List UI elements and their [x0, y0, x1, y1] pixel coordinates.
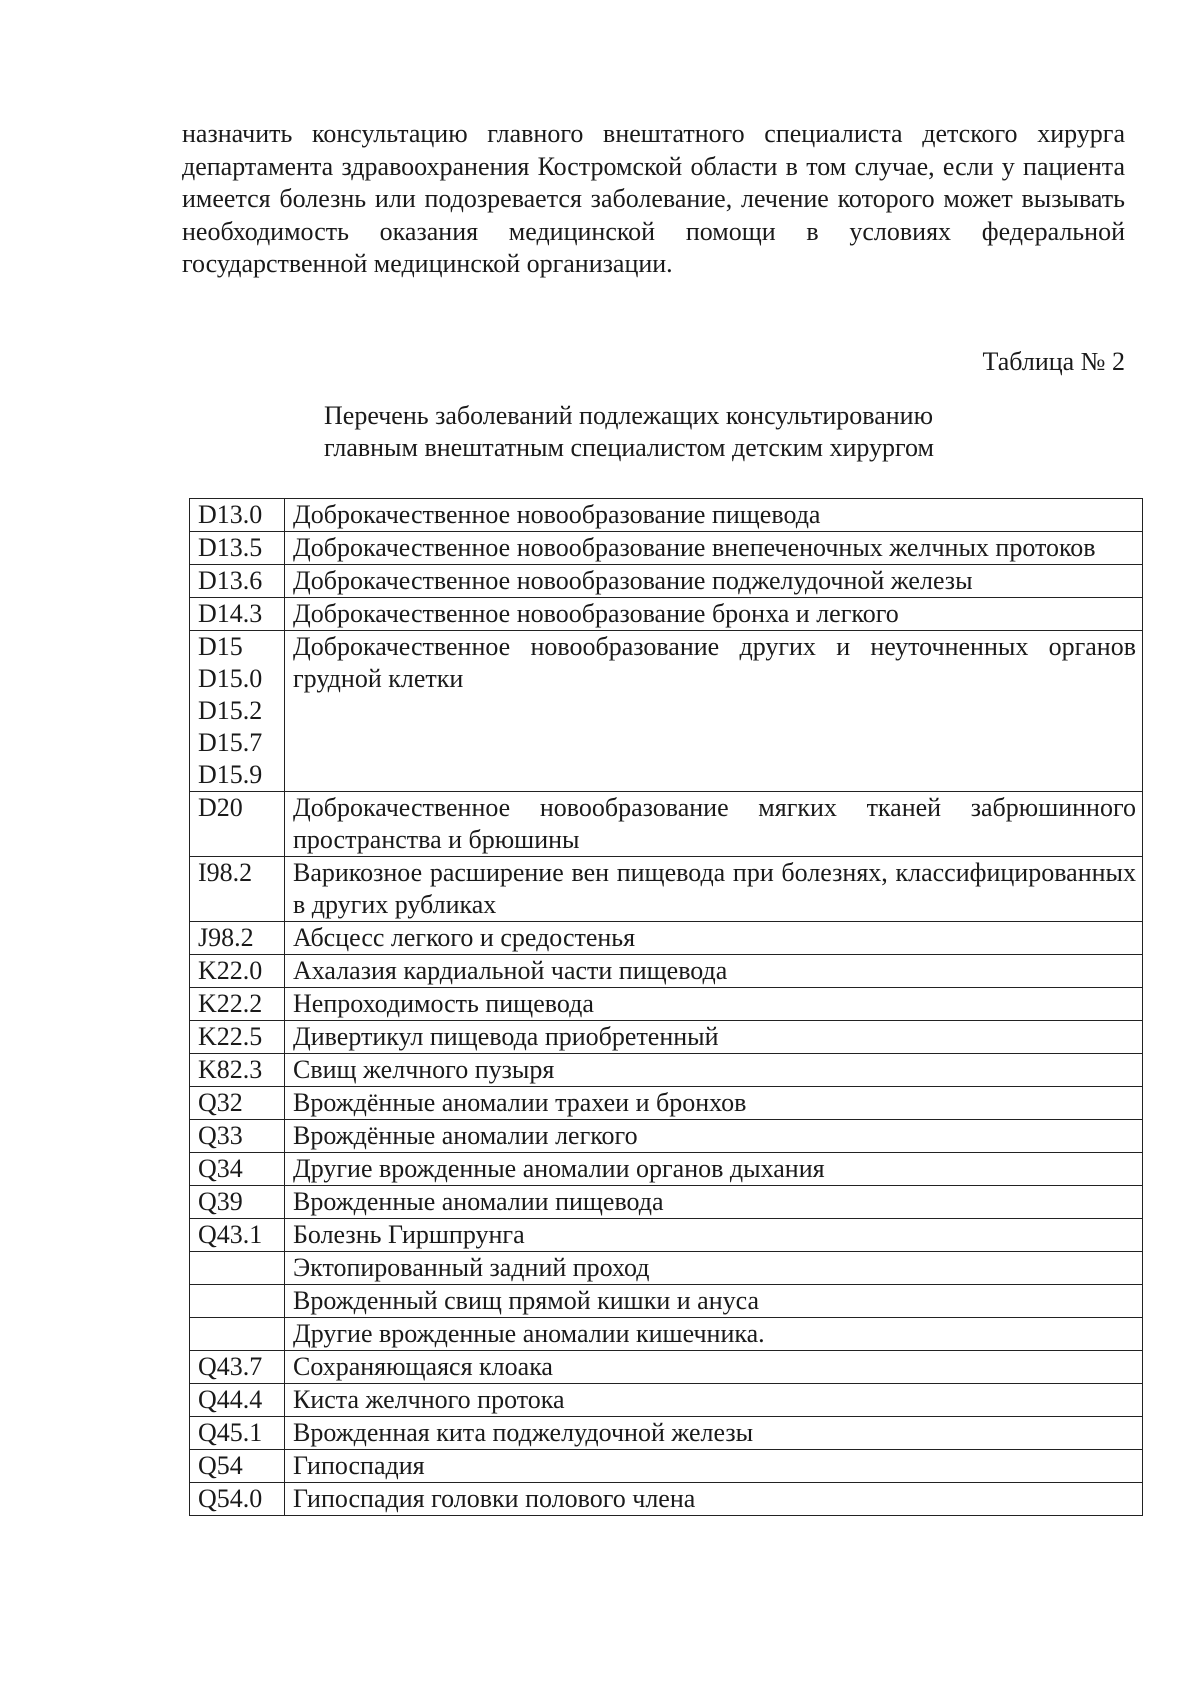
disease-description: Болезнь Гиршпрунга — [285, 1219, 1143, 1252]
disease-description: Врожденные аномалии пищевода — [285, 1186, 1143, 1219]
icd-code: J98.2 — [198, 923, 254, 952]
disease-description: Врожденный свищ прямой кишки и ануса — [285, 1285, 1143, 1318]
icd-code: Q32 — [198, 1088, 243, 1117]
icd-code: Q43.1 — [198, 1220, 263, 1249]
icd-code: D15.7 — [198, 728, 263, 757]
table-row — [190, 1021, 1143, 1054]
table-row — [190, 857, 1143, 922]
disease-description: Гипоспадия головки полового члена — [285, 1483, 1143, 1516]
icd-code-cell — [190, 1120, 285, 1153]
table-row — [190, 955, 1143, 988]
table-row — [190, 1450, 1143, 1483]
icd-code: Q44.4 — [198, 1385, 263, 1414]
icd-code: Q43.7 — [198, 1352, 263, 1381]
table-row — [190, 631, 1143, 792]
disease-description: Свищ желчного пузыря — [285, 1054, 1143, 1087]
diseases-table-body — [190, 499, 1143, 1516]
icd-code: K82.3 — [198, 1055, 263, 1084]
table-row — [190, 1153, 1143, 1186]
table-row — [190, 1351, 1143, 1384]
disease-description: Непроходимость пищевода — [285, 988, 1143, 1021]
icd-code-cell — [190, 922, 285, 955]
icd-code: K22.5 — [198, 1022, 263, 1051]
table-row — [190, 1417, 1143, 1450]
table-title-line-2: главным внештатным специалистом детским хирургом — [324, 433, 934, 462]
icd-code-cell — [190, 532, 285, 565]
table-row — [190, 1219, 1143, 1252]
disease-description: Врождённые аномалии трахеи и бронхов — [285, 1087, 1143, 1120]
icd-code-cell — [190, 955, 285, 988]
icd-code-cell — [190, 1285, 285, 1318]
disease-description: Эктопированный задний проход — [285, 1252, 1143, 1285]
icd-code-cell — [190, 1483, 285, 1516]
icd-code-cell — [190, 598, 285, 631]
icd-code-cell — [190, 1021, 285, 1054]
icd-code: Q54.0 — [198, 1484, 263, 1513]
table-title-line-1: Перечень заболеваний подлежащих консультированию — [324, 401, 933, 430]
icd-code-cell — [190, 1153, 285, 1186]
disease-description: Сохраняющаяся клоака — [285, 1351, 1143, 1384]
table-number: Таблица № 2 — [982, 347, 1125, 376]
icd-code-cell — [190, 1219, 285, 1252]
icd-code: K22.0 — [198, 956, 263, 985]
table-row — [190, 532, 1143, 565]
diseases-table — [189, 498, 1143, 1516]
disease-description: Доброкачественное новообразование поджелудочной железы — [285, 565, 1143, 598]
icd-code: D15.2 — [198, 696, 263, 725]
icd-code-empty — [198, 1285, 278, 1317]
table-row — [190, 988, 1143, 1021]
icd-code-cell — [190, 1087, 285, 1120]
table-title — [260, 400, 1060, 464]
icd-code-cell — [190, 1318, 285, 1351]
intro-paragraph: назначить консультацию главного внештатного специалиста детского хирурга департамента здравоохранения Костромской области в том случае, если у пациента имеется болезнь или подозревается заболевание, лечение которого может вызывать необходимость оказания медицинской помощи в условиях федеральной государственной медицинской организации. — [182, 119, 1125, 278]
icd-code-cell — [190, 631, 285, 792]
icd-code: D15.9 — [198, 760, 263, 789]
icd-code: D15 — [198, 632, 243, 661]
table-row — [190, 598, 1143, 631]
disease-description: Доброкачественное новообразование мягких тканей забрюшинного пространства и брюшины — [285, 792, 1143, 857]
icd-code-cell — [190, 1384, 285, 1417]
disease-description: Доброкачественное новообразование пищевода — [285, 499, 1143, 532]
disease-description: Киста желчного протока — [285, 1384, 1143, 1417]
table-row — [190, 1087, 1143, 1120]
icd-code-cell — [190, 988, 285, 1021]
disease-description: Гипоспадия — [285, 1450, 1143, 1483]
disease-description: Другие врожденные аномалии кишечника. — [285, 1318, 1143, 1351]
icd-code-cell — [190, 1054, 285, 1087]
table-row — [190, 1186, 1143, 1219]
table-row — [190, 1384, 1143, 1417]
icd-code: Q54 — [198, 1451, 243, 1480]
icd-code-cell — [190, 499, 285, 532]
icd-code: Q45.1 — [198, 1418, 263, 1447]
icd-code-cell — [190, 857, 285, 922]
icd-code: Q33 — [198, 1121, 243, 1150]
disease-description: Ахалазия кардиальной части пищевода — [285, 955, 1143, 988]
icd-code: K22.2 — [198, 989, 263, 1018]
disease-description: Врожденная кита поджелудочной железы — [285, 1417, 1143, 1450]
table-row — [190, 1120, 1143, 1153]
icd-code: D14.3 — [198, 599, 263, 628]
icd-code-empty — [198, 1318, 278, 1350]
table-row — [190, 499, 1143, 532]
table-row — [190, 922, 1143, 955]
table-row — [190, 1318, 1143, 1351]
disease-description: Варикозное расширение вен пищевода при болезнях, классифицированных в других рубликах — [285, 857, 1143, 922]
icd-code-cell — [190, 1252, 285, 1285]
icd-code: D13.0 — [198, 500, 263, 529]
icd-code-cell — [190, 1450, 285, 1483]
disease-description: Доброкачественное новообразование бронха и легкого — [285, 598, 1143, 631]
disease-description: Доброкачественное новообразование внепеченочных желчных протоков — [285, 532, 1143, 565]
icd-code-cell — [190, 1417, 285, 1450]
icd-code: I98.2 — [198, 858, 253, 887]
disease-description: Дивертикул пищевода приобретенный — [285, 1021, 1143, 1054]
icd-code: Q34 — [198, 1154, 243, 1183]
icd-code: D15.0 — [198, 664, 263, 693]
disease-description: Доброкачественное новообразование других и неуточненных органов грудной клетки — [285, 631, 1143, 792]
table-row — [190, 1252, 1143, 1285]
table-row — [190, 792, 1143, 857]
icd-code: Q39 — [198, 1187, 243, 1216]
icd-code: D20 — [198, 793, 243, 822]
table-row — [190, 565, 1143, 598]
disease-description: Абсцесс легкого и средостенья — [285, 922, 1143, 955]
disease-description: Другие врожденные аномалии органов дыхания — [285, 1153, 1143, 1186]
table-row — [190, 1054, 1143, 1087]
icd-code: D13.5 — [198, 533, 263, 562]
table-row — [190, 1285, 1143, 1318]
icd-code-empty — [198, 1252, 278, 1284]
disease-description: Врождённые аномалии легкого — [285, 1120, 1143, 1153]
table-row — [190, 1483, 1143, 1516]
icd-code-cell — [190, 792, 285, 857]
icd-code-cell — [190, 565, 285, 598]
icd-code-cell — [190, 1351, 285, 1384]
icd-code: D13.6 — [198, 566, 263, 595]
icd-code-cell — [190, 1186, 285, 1219]
